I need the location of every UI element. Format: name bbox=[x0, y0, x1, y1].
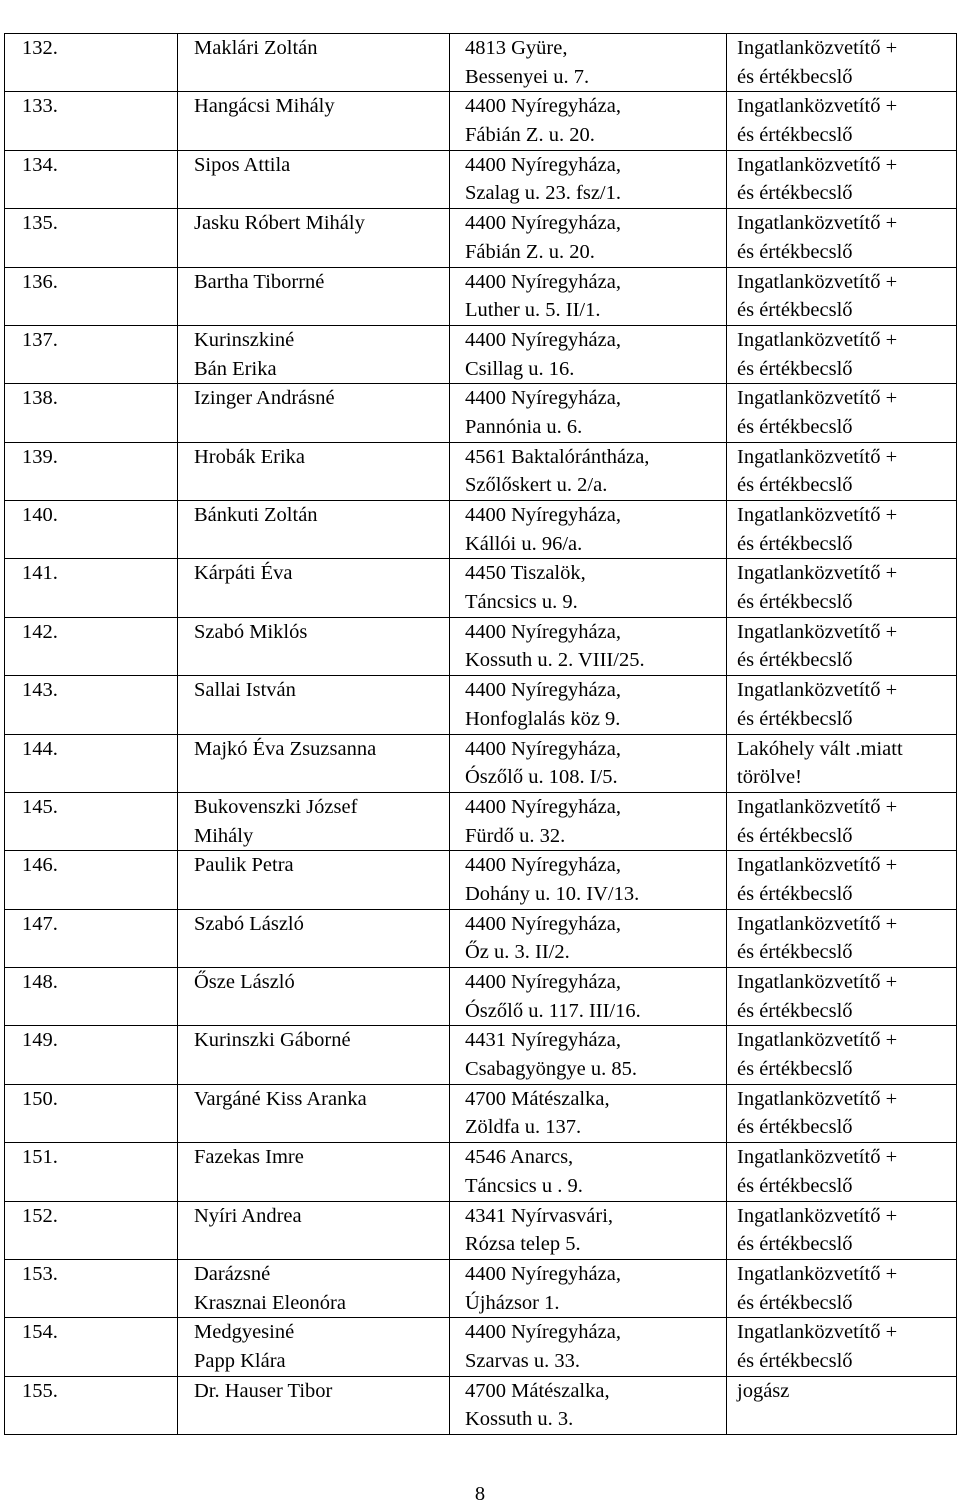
address-line: 4400 Nyíregyháza, bbox=[465, 270, 621, 293]
qualification-line: és értékbecslő bbox=[737, 1058, 853, 1081]
registry-table-body bbox=[5, 34, 957, 1435]
address-line: Kállói u. 96/a. bbox=[465, 532, 583, 555]
table-row bbox=[5, 209, 957, 267]
row-number: 147. bbox=[5, 909, 178, 967]
qualification-line: és értékbecslő bbox=[737, 824, 853, 847]
address-cell bbox=[450, 209, 727, 267]
qualification-line: és értékbecslő bbox=[737, 65, 853, 88]
qualification-line: Ingatlanközvetítő + bbox=[737, 620, 898, 643]
person-name-line: Kurinszkiné bbox=[194, 328, 295, 351]
person-name-line: Kárpáti Éva bbox=[194, 562, 293, 585]
person-name-line: Maklári Zoltán bbox=[194, 37, 318, 59]
address-cell bbox=[450, 968, 727, 1026]
qualification-cell bbox=[727, 1318, 957, 1376]
address-cell bbox=[450, 1259, 727, 1317]
person-name-line: Szabó Miklós bbox=[194, 620, 308, 643]
qualification-line: és értékbecslő bbox=[737, 1116, 853, 1139]
row-number: 145. bbox=[5, 792, 178, 850]
table-row bbox=[5, 1084, 957, 1142]
person-name-line: Majkó Éva Zsuzsanna bbox=[194, 737, 377, 760]
person-name-cell bbox=[178, 150, 450, 208]
person-name-cell bbox=[178, 1318, 450, 1376]
person-name-line: Darázsné bbox=[194, 1262, 271, 1285]
qualification-cell bbox=[727, 1143, 957, 1201]
qualification-cell bbox=[727, 501, 957, 559]
qualification-cell bbox=[727, 617, 957, 675]
person-name-cell bbox=[178, 92, 450, 150]
address-line: Kossuth u. 2. VIII/25. bbox=[465, 649, 645, 672]
qualification-line: és értékbecslő bbox=[737, 182, 853, 205]
table-row bbox=[5, 1143, 957, 1201]
table-row bbox=[5, 968, 957, 1026]
row-number: 143. bbox=[5, 676, 178, 734]
person-name-line: Paulik Petra bbox=[194, 854, 294, 877]
person-name-cell bbox=[178, 34, 450, 92]
person-name-line: Vargáné Kiss Aranka bbox=[194, 1087, 367, 1110]
address-line: Ószőlő u. 117. III/16. bbox=[465, 999, 641, 1022]
table-row bbox=[5, 1201, 957, 1259]
person-name-line: Hrobák Erika bbox=[194, 445, 305, 468]
qualification-line: Ingatlanközvetítő + bbox=[737, 270, 898, 293]
row-number: 142. bbox=[5, 617, 178, 675]
table-row bbox=[5, 1026, 957, 1084]
qualification-cell bbox=[727, 734, 957, 792]
address-line: Táncsics u. 9. bbox=[465, 591, 578, 614]
qualification-cell bbox=[727, 1026, 957, 1084]
address-cell bbox=[450, 559, 727, 617]
person-name-line: Bán Erika bbox=[194, 357, 277, 380]
address-cell bbox=[450, 1376, 727, 1434]
address-cell bbox=[450, 1084, 727, 1142]
qualification-line: és értékbecslő bbox=[737, 1291, 853, 1314]
person-name-line: Papp Klára bbox=[194, 1349, 286, 1372]
qualification-line: és értékbecslő bbox=[737, 532, 853, 555]
qualification-line: jogász bbox=[737, 1379, 790, 1402]
qualification-line: és értékbecslő bbox=[737, 299, 853, 322]
address-cell bbox=[450, 617, 727, 675]
qualification-cell bbox=[727, 92, 957, 150]
address-line: 4400 Nyíregyháza, bbox=[465, 1262, 621, 1285]
qualification-cell bbox=[727, 325, 957, 383]
row-number: 134. bbox=[5, 150, 178, 208]
table-row bbox=[5, 734, 957, 792]
person-name-cell bbox=[178, 1143, 450, 1201]
qualification-line: Ingatlanközvetítő + bbox=[737, 153, 898, 176]
person-name-line: Izinger Andrásné bbox=[194, 387, 335, 410]
table-row bbox=[5, 442, 957, 500]
qualification-line: Ingatlanközvetítő + bbox=[737, 37, 898, 59]
person-name-line: Dr. Hauser Tibor bbox=[194, 1379, 333, 1402]
person-name-line: Bánkuti Zoltán bbox=[194, 504, 318, 526]
person-name-cell bbox=[178, 325, 450, 383]
person-name-line: Ősze László bbox=[194, 971, 295, 993]
qualification-cell bbox=[727, 909, 957, 967]
address-cell bbox=[450, 150, 727, 208]
address-line: 4400 Nyíregyháza, bbox=[465, 679, 621, 702]
address-line: 4700 Mátészalka, bbox=[465, 1379, 610, 1402]
qualification-line: és értékbecslő bbox=[737, 357, 853, 380]
address-line: 4700 Mátészalka, bbox=[465, 1087, 610, 1110]
row-number: 148. bbox=[5, 968, 178, 1026]
qualification-line: Ingatlanközvetítő + bbox=[737, 971, 898, 993]
person-name-cell bbox=[178, 1259, 450, 1317]
person-name-cell bbox=[178, 1376, 450, 1434]
row-number: 146. bbox=[5, 851, 178, 909]
person-name-cell bbox=[178, 1084, 450, 1142]
address-line: 4400 Nyíregyháza, bbox=[465, 854, 621, 877]
person-name-cell bbox=[178, 267, 450, 325]
qualification-cell bbox=[727, 267, 957, 325]
qualification-cell bbox=[727, 384, 957, 442]
address-cell bbox=[450, 909, 727, 967]
address-cell bbox=[450, 267, 727, 325]
table-row bbox=[5, 851, 957, 909]
address-cell bbox=[450, 501, 727, 559]
row-number: 154. bbox=[5, 1318, 178, 1376]
qualification-line: és értékbecslő bbox=[737, 124, 853, 147]
address-line: 4400 Nyíregyháza, bbox=[465, 620, 621, 643]
address-line: 4450 Tiszalök, bbox=[465, 562, 586, 585]
qualification-line: és értékbecslő bbox=[737, 1349, 853, 1372]
qualification-line: és értékbecslő bbox=[737, 649, 853, 672]
address-line: Fürdő u. 32. bbox=[465, 824, 566, 847]
row-number: 155. bbox=[5, 1376, 178, 1434]
address-line: Zöldfa u. 137. bbox=[465, 1116, 582, 1139]
row-number: 144. bbox=[5, 734, 178, 792]
row-number: 135. bbox=[5, 209, 178, 267]
row-number: 141. bbox=[5, 559, 178, 617]
address-line: Táncsics u . 9. bbox=[465, 1174, 583, 1197]
person-name-cell bbox=[178, 559, 450, 617]
address-line: Fábián Z. u. 20. bbox=[465, 124, 595, 147]
qualification-line: és értékbecslő bbox=[737, 707, 853, 730]
person-name-line: Nyíri Andrea bbox=[194, 1204, 302, 1227]
row-number: 152. bbox=[5, 1201, 178, 1259]
address-cell bbox=[450, 1026, 727, 1084]
address-cell bbox=[450, 1143, 727, 1201]
qualification-cell bbox=[727, 851, 957, 909]
table-row bbox=[5, 1318, 957, 1376]
address-line: 4400 Nyíregyháza, bbox=[465, 971, 621, 993]
person-name-cell bbox=[178, 1201, 450, 1259]
qualification-line: Ingatlanközvetítő + bbox=[737, 854, 898, 877]
person-name-cell bbox=[178, 676, 450, 734]
qualification-line: Ingatlanközvetítő + bbox=[737, 212, 898, 235]
table-row bbox=[5, 617, 957, 675]
registry-table bbox=[4, 33, 957, 1435]
qualification-line: és értékbecslő bbox=[737, 240, 853, 263]
person-name-line: Sallai István bbox=[194, 679, 296, 702]
address-line: Kossuth u. 3. bbox=[465, 1408, 574, 1431]
address-cell bbox=[450, 384, 727, 442]
address-line: 4400 Nyíregyháza, bbox=[465, 95, 621, 118]
person-name-line: Bartha Tiborrné bbox=[194, 270, 325, 293]
table-row bbox=[5, 559, 957, 617]
person-name-cell bbox=[178, 384, 450, 442]
table-row bbox=[5, 325, 957, 383]
address-line: Újházsor 1. bbox=[465, 1291, 560, 1314]
address-line: 4341 Nyírvasvári, bbox=[465, 1204, 614, 1227]
person-name-line: Mihály bbox=[194, 824, 254, 847]
address-line: Szalag u. 23. fsz/1. bbox=[465, 182, 621, 205]
qualification-line: Ingatlanközvetítő + bbox=[737, 1087, 898, 1110]
qualification-line: és értékbecslő bbox=[737, 882, 853, 905]
address-line: 4546 Anarcs, bbox=[465, 1146, 574, 1169]
qualification-line: és értékbecslő bbox=[737, 591, 853, 614]
address-line: Csabagyöngye u. 85. bbox=[465, 1058, 637, 1081]
person-name-line: Hangácsi Mihály bbox=[194, 95, 335, 118]
qualification-cell bbox=[727, 1259, 957, 1317]
qualification-line: Ingatlanközvetítő + bbox=[737, 1204, 898, 1227]
table-row bbox=[5, 34, 957, 92]
qualification-cell bbox=[727, 1084, 957, 1142]
row-number: 150. bbox=[5, 1084, 178, 1142]
person-name-cell bbox=[178, 968, 450, 1026]
row-number: 140. bbox=[5, 501, 178, 559]
address-line: 4400 Nyíregyháza, bbox=[465, 912, 621, 935]
address-line: Dohány u. 10. IV/13. bbox=[465, 882, 640, 905]
table-row bbox=[5, 267, 957, 325]
person-name-line: Sipos Attila bbox=[194, 153, 291, 176]
address-line: 4813 Gyüre, bbox=[465, 37, 568, 59]
address-cell bbox=[450, 34, 727, 92]
table-row bbox=[5, 909, 957, 967]
address-cell bbox=[450, 1201, 727, 1259]
row-number: 133. bbox=[5, 92, 178, 150]
person-name-line: Szabó László bbox=[194, 912, 304, 935]
address-cell bbox=[450, 851, 727, 909]
address-line: Őz u. 3. II/2. bbox=[465, 941, 570, 964]
address-line: 4400 Nyíregyháza, bbox=[465, 504, 621, 526]
qualification-line: Ingatlanközvetítő + bbox=[737, 1262, 898, 1285]
person-name-cell bbox=[178, 734, 450, 792]
table-row bbox=[5, 676, 957, 734]
person-name-line: Bukovenszki József bbox=[194, 795, 358, 818]
qualification-cell bbox=[727, 1201, 957, 1259]
row-number: 138. bbox=[5, 384, 178, 442]
qualification-line: és értékbecslő bbox=[737, 1174, 853, 1197]
address-line: Fábián Z. u. 20. bbox=[465, 240, 595, 263]
qualification-cell bbox=[727, 34, 957, 92]
person-name-cell bbox=[178, 209, 450, 267]
qualification-cell bbox=[727, 792, 957, 850]
address-line: 4400 Nyíregyháza, bbox=[465, 737, 621, 760]
address-line: 4400 Nyíregyháza, bbox=[465, 328, 621, 351]
row-number: 151. bbox=[5, 1143, 178, 1201]
address-line: 4400 Nyíregyháza, bbox=[465, 153, 621, 176]
person-name-cell bbox=[178, 792, 450, 850]
address-line: Csillag u. 16. bbox=[465, 357, 575, 380]
person-name-cell bbox=[178, 909, 450, 967]
qualification-line: és értékbecslő bbox=[737, 415, 853, 438]
qualification-line: Ingatlanközvetítő + bbox=[737, 328, 898, 351]
qualification-line: Ingatlanközvetítő + bbox=[737, 95, 898, 118]
qualification-cell bbox=[727, 1376, 957, 1434]
address-line: Szőlőskert u. 2/a. bbox=[465, 474, 608, 497]
address-line: Luther u. 5. II/1. bbox=[465, 299, 601, 322]
address-line: Rózsa telep 5. bbox=[465, 1233, 581, 1256]
qualification-line: és értékbecslő bbox=[737, 1233, 853, 1256]
row-number: 149. bbox=[5, 1026, 178, 1084]
qualification-line: Ingatlanközvetítő + bbox=[737, 795, 898, 818]
person-name-cell bbox=[178, 1026, 450, 1084]
address-cell bbox=[450, 442, 727, 500]
qualification-cell bbox=[727, 209, 957, 267]
address-cell bbox=[450, 325, 727, 383]
table-row bbox=[5, 792, 957, 850]
address-line: 4400 Nyíregyháza, bbox=[465, 795, 621, 818]
address-line: Szarvas u. 33. bbox=[465, 1349, 581, 1372]
qualification-line: Ingatlanközvetítő + bbox=[737, 504, 898, 526]
qualification-line: Ingatlanközvetítő + bbox=[737, 679, 898, 702]
person-name-line: Kurinszki Gáborné bbox=[194, 1029, 351, 1052]
row-number: 139. bbox=[5, 442, 178, 500]
address-line: 4431 Nyíregyháza, bbox=[465, 1029, 621, 1052]
row-number: 137. bbox=[5, 325, 178, 383]
address-line: 4400 Nyíregyháza, bbox=[465, 1321, 621, 1344]
table-row bbox=[5, 92, 957, 150]
person-name-cell bbox=[178, 617, 450, 675]
qualification-cell bbox=[727, 968, 957, 1026]
qualification-line: és értékbecslő bbox=[737, 941, 853, 964]
address-cell bbox=[450, 92, 727, 150]
person-name-cell bbox=[178, 442, 450, 500]
row-number: 153. bbox=[5, 1259, 178, 1317]
address-line: 4400 Nyíregyháza, bbox=[465, 387, 621, 410]
address-cell bbox=[450, 734, 727, 792]
address-line: Bessenyei u. 7. bbox=[465, 65, 590, 88]
table-row bbox=[5, 1259, 957, 1317]
qualification-line: Ingatlanközvetítő + bbox=[737, 562, 898, 585]
qualification-cell bbox=[727, 676, 957, 734]
address-cell bbox=[450, 676, 727, 734]
row-number: 136. bbox=[5, 267, 178, 325]
qualification-line: Ingatlanközvetítő + bbox=[737, 1029, 898, 1052]
address-line: 4400 Nyíregyháza, bbox=[465, 212, 621, 235]
qualification-line: Ingatlanközvetítő + bbox=[737, 912, 898, 935]
person-name-line: Krasznai Eleonóra bbox=[194, 1291, 346, 1314]
qualification-line: Lakóhely vált .miatt bbox=[737, 737, 903, 760]
person-name-line: Fazekas Imre bbox=[194, 1146, 304, 1169]
qualification-line: és értékbecslő bbox=[737, 999, 853, 1022]
qualification-cell bbox=[727, 150, 957, 208]
address-line: Honfoglalás köz 9. bbox=[465, 707, 621, 730]
qualification-line: Ingatlanközvetítő + bbox=[737, 387, 898, 410]
person-name-line: Medgyesiné bbox=[194, 1321, 295, 1344]
table-row bbox=[5, 384, 957, 442]
qualification-line: és értékbecslő bbox=[737, 474, 853, 497]
address-cell bbox=[450, 1318, 727, 1376]
qualification-line: Ingatlanközvetítő + bbox=[737, 1146, 898, 1169]
person-name-line: Jasku Róbert Mihály bbox=[194, 212, 365, 235]
qualification-cell bbox=[727, 559, 957, 617]
qualification-line: Ingatlanközvetítő + bbox=[737, 445, 898, 468]
address-cell bbox=[450, 792, 727, 850]
qualification-cell bbox=[727, 442, 957, 500]
qualification-line: Ingatlanközvetítő + bbox=[737, 1321, 898, 1344]
address-line: Pannónia u. 6. bbox=[465, 415, 583, 438]
row-number: 132. bbox=[5, 34, 178, 92]
person-name-cell bbox=[178, 851, 450, 909]
qualification-line: törölve! bbox=[737, 766, 802, 789]
address-line: Ószőlő u. 108. I/5. bbox=[465, 766, 618, 789]
person-name-cell bbox=[178, 501, 450, 559]
table-row bbox=[5, 1376, 957, 1434]
page-number: 8 bbox=[474, 1483, 486, 1505]
address-line: 4561 Baktalórántháza, bbox=[465, 445, 650, 468]
table-row bbox=[5, 150, 957, 208]
table-row bbox=[5, 501, 957, 559]
